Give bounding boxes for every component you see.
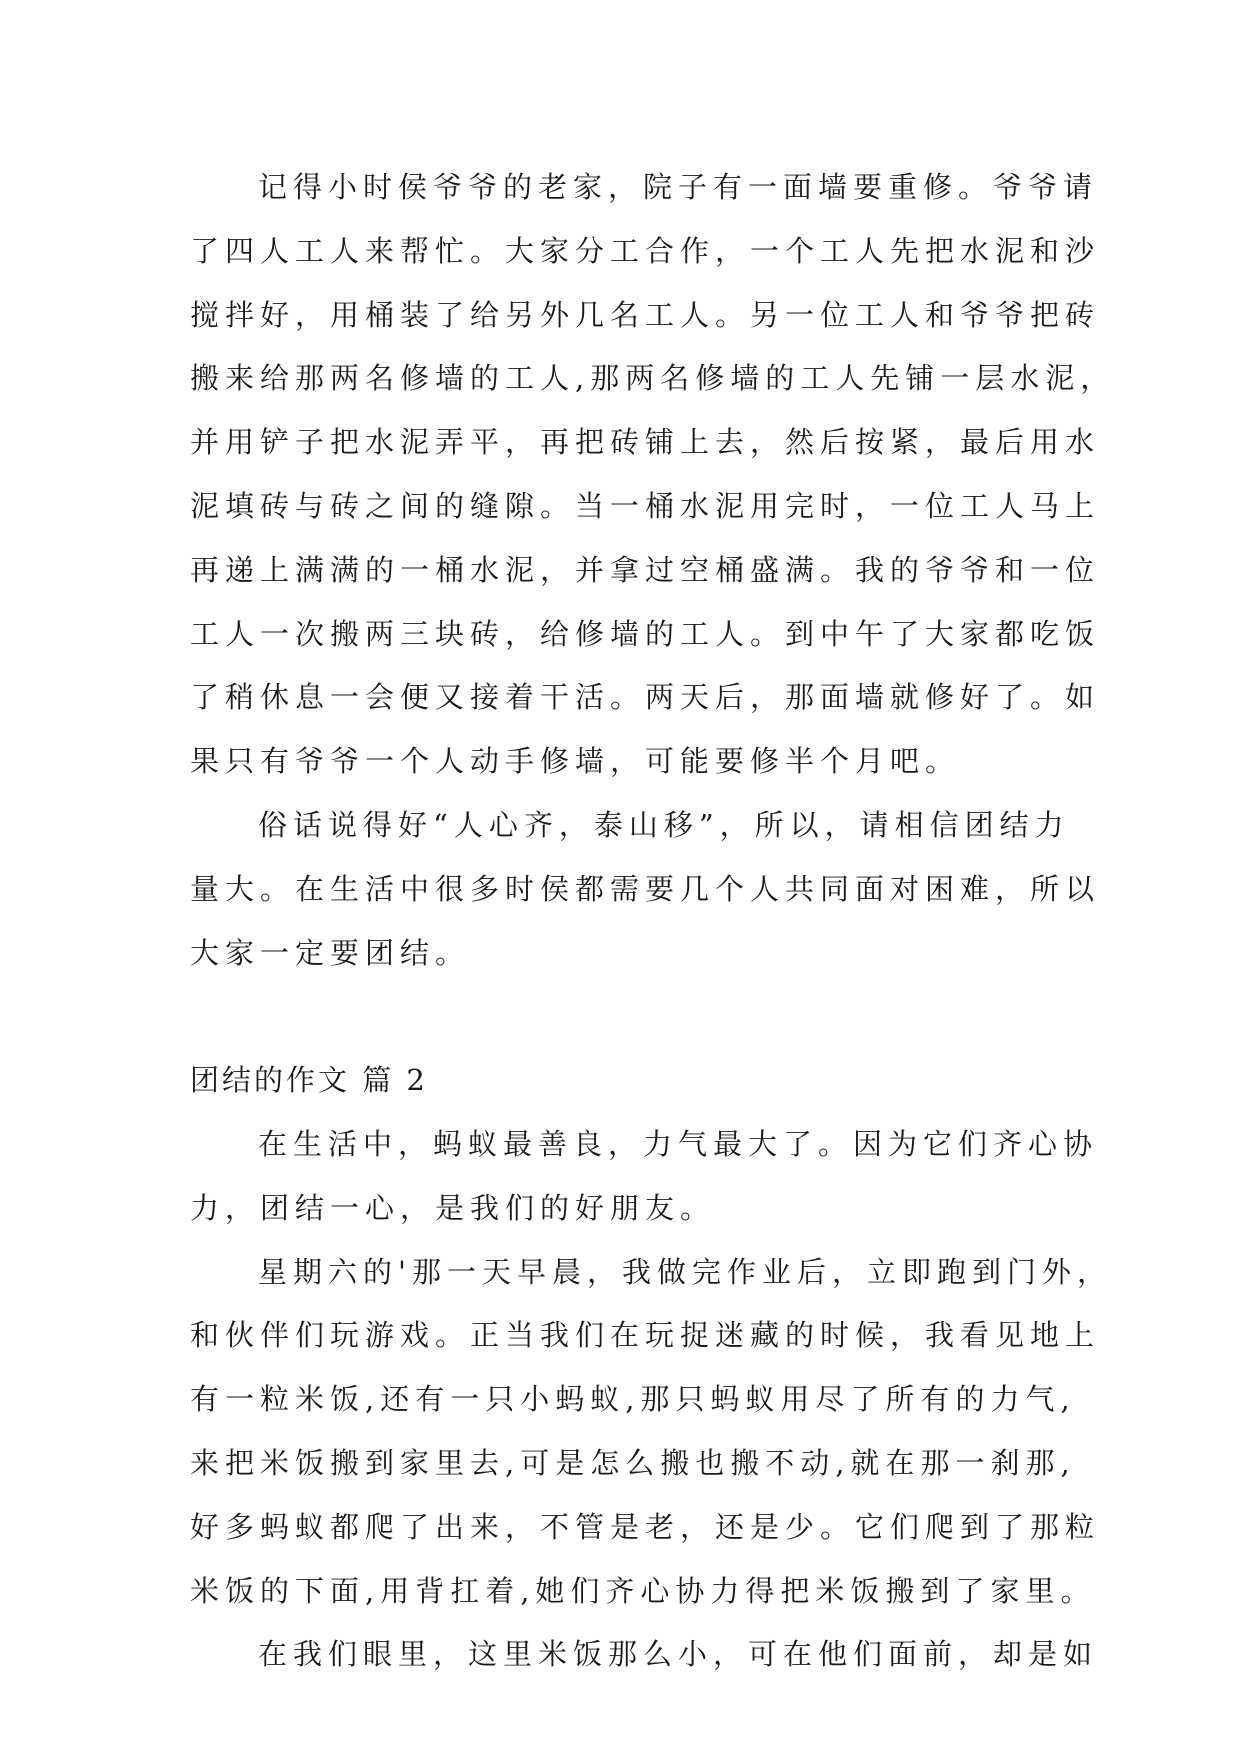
paragraph-line: 工人一次搬两三块砖，给修墙的工人。到中午了大家都吃饭	[190, 616, 1101, 651]
paragraph-line: 好多蚂蚁都爬了出来，不管是老，还是少。它们爬到了那粒	[190, 1509, 1101, 1544]
paragraph-line: 记得小时侯爷爷的老家，院子有一面墙要重修。爷爷请	[258, 170, 1099, 204]
paragraph-line: 搬来给那两名修墙的工人,那两名修墙的工人先铺一层水泥，	[190, 361, 1116, 396]
document-body	[190, 156, 1116, 1687]
paragraph-line: 在生活中，蚂蚁最善良，力气最大了。因为它们齐心协	[258, 1126, 1099, 1161]
blank-line	[190, 985, 1060, 1049]
paragraph-line: 来把米饭搬到家里去,可是怎么搬也搬不动,就在那一刹那,	[190, 1445, 1076, 1480]
paragraph-line: 再递上满满的一桶水泥，并拿过空桶盛满。我的爷爷和一位	[190, 552, 1101, 587]
paragraph-line: 量大。在生活中很多时侯都需要几个人共同面对困难，所以	[190, 871, 1101, 906]
paragraph-line: 米饭的下面,用背扛着,她们齐心协力得把米饭搬到了家里。	[190, 1573, 1096, 1608]
paragraph-line: 了四人工人来帮忙。大家分工合作，一个工人先把水泥和沙	[190, 233, 1101, 268]
paragraph-line: 并用铲子把水泥弄平，再把砖铺上去，然后按紧，最后用水	[190, 425, 1101, 460]
paragraph-line: 有一粒米饭,还有一只小蚂蚁,那只蚂蚁用尽了所有的力气,	[190, 1382, 1076, 1417]
paragraph-line: 大家一定要团结。	[190, 935, 471, 970]
paragraph-line: 星期六的'那一天早晨，我做完作业后，立即跑到门外，	[258, 1254, 1112, 1289]
paragraph-line: 和伙伴们玩游戏。正当我们在玩捉迷藏的时候，我看见地上	[190, 1318, 1101, 1353]
section-heading: 团结的作文 篇 2	[190, 1063, 428, 1098]
paragraph-line: 力，团结一心，是我们的好朋友。	[190, 1190, 716, 1225]
paragraph-line: 搅拌好，用桶装了给另外几名工人。另一位工人和爷爷把砖	[190, 297, 1101, 332]
paragraph-line: 在我们眼里，这里米饭那么小，可在他们面前，却是如	[258, 1637, 1099, 1672]
paragraph-line: 了稍休息一会便又接着干活。两天后，那面墙就修好了。如	[190, 680, 1101, 715]
paragraph-line: 泥填砖与砖之间的缝隙。当一桶水泥用完时，一位工人马上	[190, 488, 1101, 523]
paragraph-line: 俗话说得好“人心齐，泰山移”，所以，请相信团结力	[258, 807, 1070, 842]
paragraph-line: 果只有爷爷一个人动手修墙，可能要修半个月吧。	[190, 744, 961, 779]
